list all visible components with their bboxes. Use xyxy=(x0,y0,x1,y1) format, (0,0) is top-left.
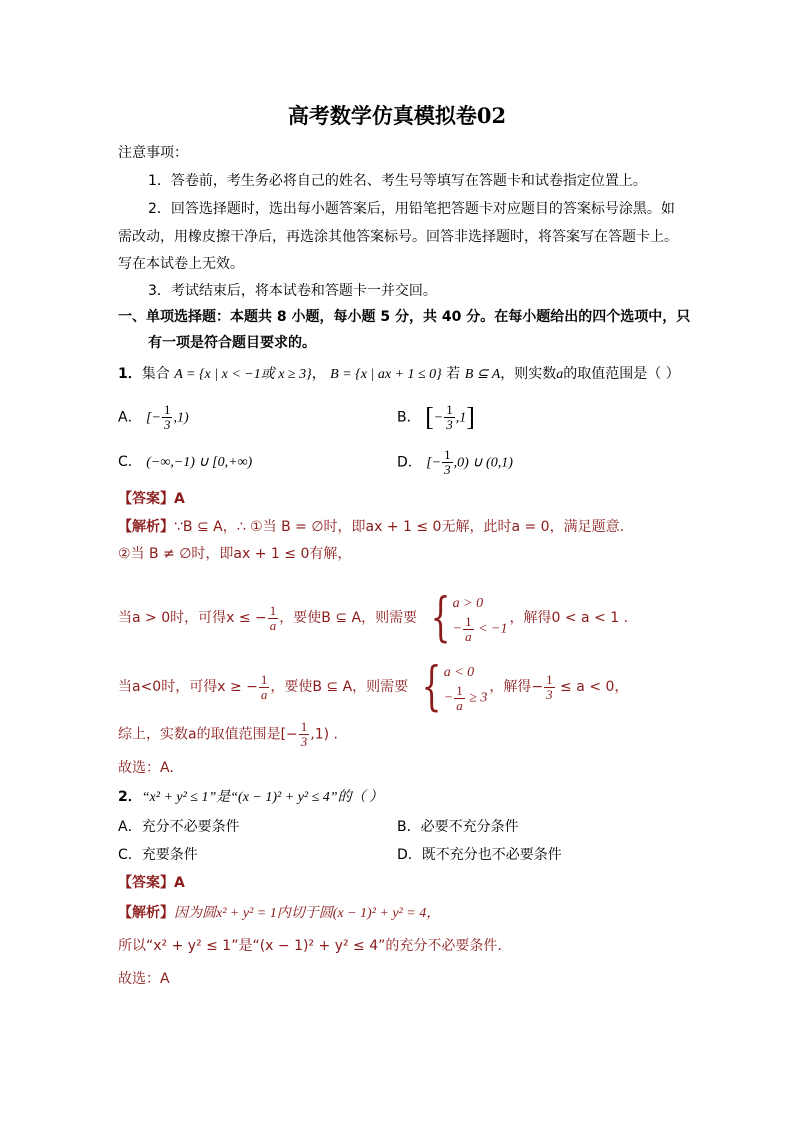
fraction-denominator: 3 xyxy=(446,417,453,432)
notice-item-2-line-2: 需改动，用橡皮擦干净后，再选涂其他答案标号。回答非选择题时，将答案写在答题卡上。 xyxy=(118,229,678,245)
bracket: ] xyxy=(466,402,475,432)
inequality-system xyxy=(415,657,488,717)
notice-item-3: 3．考试结束后，将本试卷和答题卡一并交回。 xyxy=(148,283,437,299)
separator: ， xyxy=(311,366,326,382)
stem-text: ，则实数 xyxy=(500,366,557,382)
analysis-text: ,1) . xyxy=(310,726,339,743)
notice-heading: 注意事项： xyxy=(118,145,188,161)
fraction xyxy=(268,604,279,633)
analysis-line-2: ②当 B ≠ ∅时，即ax + 1 ≤ 0有解， xyxy=(118,546,352,562)
option-d: D．既不充分也不必要条件 xyxy=(397,847,562,863)
variable: a xyxy=(556,367,564,382)
option-d xyxy=(397,448,513,477)
fraction-numerator: 1 xyxy=(546,671,553,687)
stem-text: 集合 xyxy=(141,366,170,382)
system-text: − xyxy=(452,621,463,637)
analysis-label: 【解析】 xyxy=(118,905,174,921)
section-heading-line-1: 一、单项选择题：本题共 8 小题，每小题 5 分，共 40 分。在每小题给出的四个选项中，只 xyxy=(118,309,691,325)
bracket: [ xyxy=(425,402,434,432)
fraction-numerator: 1 xyxy=(260,671,268,687)
analysis-line-4 xyxy=(118,657,629,717)
analysis-text: 综上，实数a的取值范围是[− xyxy=(118,726,298,743)
analysis-line-1 xyxy=(118,517,624,537)
fraction-numerator: 1 xyxy=(456,682,463,698)
fraction-numerator: 1 xyxy=(300,719,308,734)
option-b: B．必要不充分条件 xyxy=(397,819,519,835)
option-math: ,1 xyxy=(455,410,467,426)
answer-line xyxy=(118,489,185,509)
question-2-stem xyxy=(118,787,383,808)
inequality-system xyxy=(424,588,508,648)
option-label: B． xyxy=(397,409,421,426)
fraction-numerator: 1 xyxy=(269,602,277,618)
option-label: C． xyxy=(118,454,142,470)
analysis-text: ，解得0 < a < 1 . xyxy=(509,610,629,626)
set-a: A = {x | x < −1或 x ≥ 3} xyxy=(174,367,312,382)
option-label: D． xyxy=(397,454,422,471)
system-text: − xyxy=(443,690,454,706)
system-text: < −1 xyxy=(474,621,508,637)
fraction-denominator: a xyxy=(269,617,277,633)
question-number: 1． xyxy=(118,366,142,382)
stem-text: 若 xyxy=(446,366,461,382)
answer-label: 【答案】 xyxy=(118,875,174,891)
fraction xyxy=(444,403,455,432)
analysis-text: ，要使B ⊆ A，则需要 xyxy=(270,679,409,695)
notice-item-2-line-1: 2．回答选择题时，选出每小题答案后，用铅笔把答题卡对应题目的答案标号涂黑。如 xyxy=(148,201,675,217)
fraction xyxy=(162,403,173,432)
brace: { xyxy=(421,657,442,717)
system-row: a > 0 xyxy=(452,595,484,611)
option-math: [− xyxy=(146,410,161,426)
section-heading-line-2: 有一项是符合题目要求的。 xyxy=(148,335,316,351)
option-c xyxy=(118,452,252,473)
fraction-denominator: 3 xyxy=(163,417,171,432)
analysis-text: 因为圆x² + y² = 1内切于圆(x − 1)² + y² = 4， xyxy=(174,906,441,921)
system-row xyxy=(444,684,488,713)
notice-item-1: 1．答卷前，考生务必将自己的姓名、考生号等填写在答题卡和试卷指定位置上。 xyxy=(148,173,647,189)
fraction-denominator: 3 xyxy=(546,686,553,702)
stem-text: 的取值范围是（ ） xyxy=(563,366,680,382)
answer-value: A xyxy=(174,875,185,891)
page-title: 高考数学仿真模拟卷02 xyxy=(287,103,507,128)
system-row xyxy=(453,615,508,644)
fraction-denominator: 3 xyxy=(300,734,308,749)
choose-line: 故选：A. xyxy=(118,760,174,776)
analysis-label: 【解析】 xyxy=(118,519,174,535)
stem-text: “x² + y² ≤ 1”是“(x − 1)² + y² ≤ 4”的（ ） xyxy=(141,790,384,805)
fraction-denominator: a xyxy=(456,697,463,713)
fraction xyxy=(454,684,465,713)
fraction-denominator: a xyxy=(260,686,268,702)
analysis-line-5 xyxy=(118,720,338,749)
analysis-line-1 xyxy=(118,903,440,924)
set-b: B = {x | ax + 1 ≤ 0} xyxy=(330,367,442,382)
choose-line: 故选：A xyxy=(118,971,170,987)
option-c: C．充要条件 xyxy=(118,847,198,863)
subset-condition: B ⊆ A xyxy=(464,367,501,382)
analysis-text: ∵B ⊆ A，∴ ①当 B = ∅时，即ax + 1 ≤ 0无解，此时a = 0，满足题意. xyxy=(174,519,625,535)
fraction-denominator: 3 xyxy=(444,462,451,477)
option-math: ,0) ∪ (0,1) xyxy=(453,455,513,471)
question-1-stem xyxy=(118,364,680,385)
system-text: ≥ 3 xyxy=(465,690,488,706)
option-math: [− xyxy=(426,455,442,471)
analysis-text: ，解得− xyxy=(489,679,544,695)
answer-line xyxy=(118,873,185,893)
analysis-text: 当a > 0时，可得x ≤ − xyxy=(118,610,267,626)
fraction xyxy=(463,615,474,644)
fraction xyxy=(442,448,453,477)
analysis-text: ，要使B ⊆ A，则需要 xyxy=(279,610,418,626)
notice-item-2-line-3: 写在本试卷上无效。 xyxy=(118,256,244,272)
fraction-numerator: 1 xyxy=(444,447,451,462)
option-b xyxy=(397,403,475,432)
answer-value: A xyxy=(174,491,185,507)
fraction xyxy=(299,720,310,749)
fraction-numerator: 1 xyxy=(446,402,453,417)
analysis-text: ≤ a < 0， xyxy=(555,679,629,695)
analysis-line-2: 所以“x² + y² ≤ 1”是“(x − 1)² + y² ≤ 4”的充分不必要条件. xyxy=(118,938,502,954)
question-number: 2． xyxy=(118,789,142,805)
option-label: A． xyxy=(118,409,142,426)
option-math: (−∞,−1) ∪ [0,+∞) xyxy=(146,455,253,470)
fraction xyxy=(259,673,270,702)
fraction-denominator: a xyxy=(465,628,472,644)
option-a xyxy=(118,403,189,432)
system-row: a < 0 xyxy=(443,664,475,680)
analysis-line-3 xyxy=(118,588,629,648)
option-a: A．充分不必要条件 xyxy=(118,819,240,835)
answer-label: 【答案】 xyxy=(118,491,174,507)
fraction-numerator: 1 xyxy=(163,402,171,417)
option-math: − xyxy=(433,410,444,426)
option-math: ,1) xyxy=(173,410,189,426)
brace: { xyxy=(430,588,451,648)
fraction-numerator: 1 xyxy=(465,613,472,629)
analysis-text: 当a<0时，可得x ≥ − xyxy=(118,679,258,695)
fraction xyxy=(544,673,555,702)
